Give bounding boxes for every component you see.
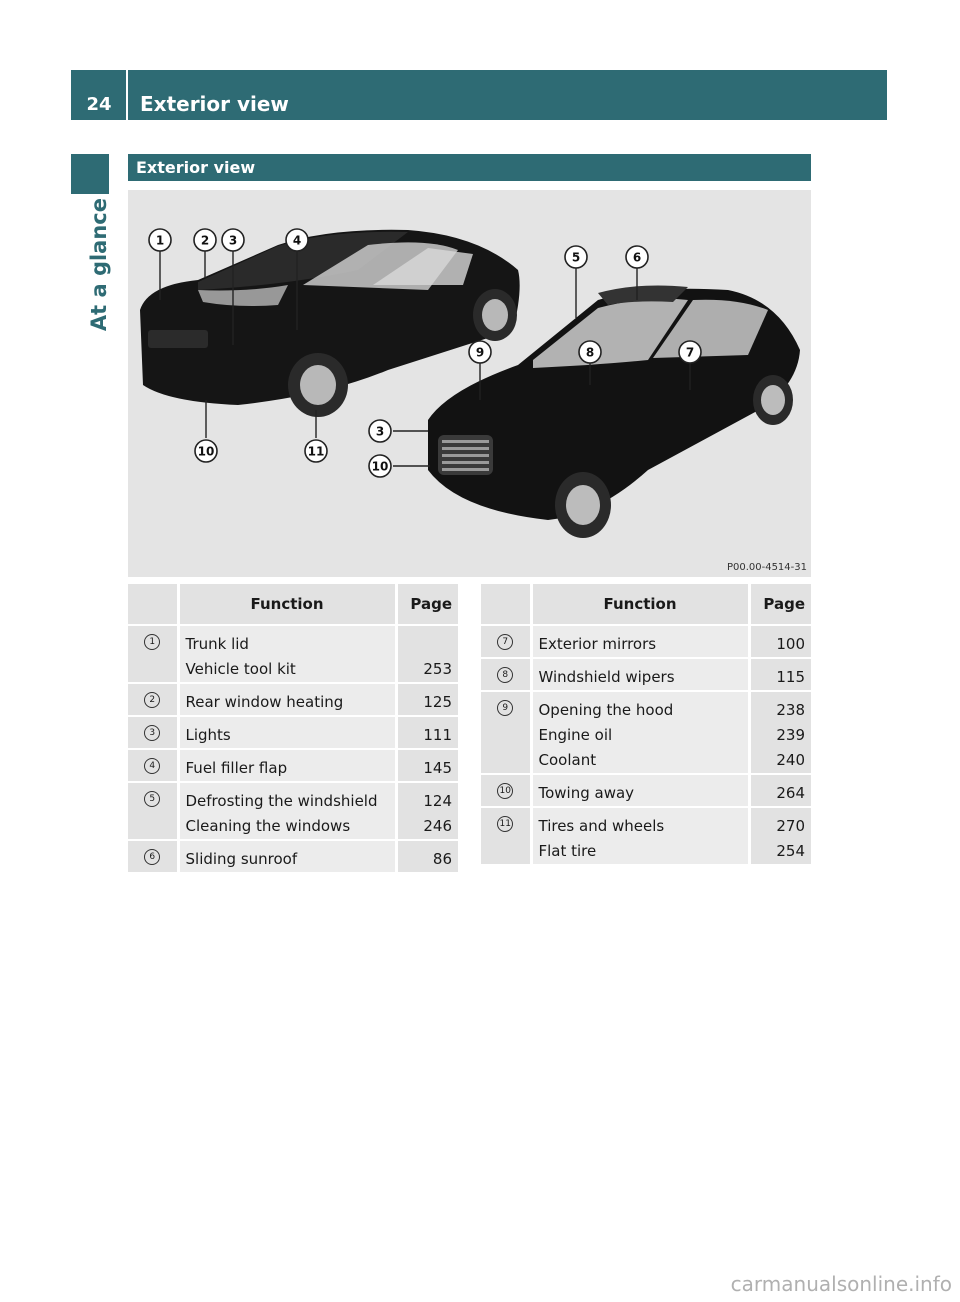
function-table-right [481,584,811,866]
page-reference: 246 [423,817,452,835]
function-label: Windshield wipers [538,668,675,686]
table-row [128,782,458,840]
table-row [481,774,811,807]
header-page: Page [749,584,811,625]
callout-marker [194,229,216,251]
page-reference: 254 [776,842,805,860]
function-label: Exterior mirrors [538,635,657,653]
callout-number-icon: 7 [497,634,513,650]
page-reference: 264 [776,784,805,802]
page-cell [396,749,458,782]
callout-label: 5 [571,250,581,265]
row-number [128,625,178,683]
page-cell [749,625,811,658]
callout-number-icon: 9 [497,700,513,716]
row-number [481,807,531,865]
side-tab-label: At a glance [87,198,111,332]
page-cell [749,658,811,691]
callout-label: 8 [585,345,595,360]
callout-label: 1 [155,233,165,248]
page-cell [749,807,811,865]
function-cell [178,749,396,782]
page-reference: 253 [423,660,452,678]
table-row [481,625,811,658]
row-number [128,716,178,749]
callout-label: 3 [375,424,385,439]
function-label: Cleaning the windows [185,817,351,835]
function-label: Engine oil [538,726,613,744]
callout-label: 6 [632,250,642,265]
callout-marker [579,341,601,363]
function-table-left [128,584,458,874]
function-label: Rear window heating [185,693,344,711]
header-divider [126,70,128,120]
page-reference: 270 [776,817,805,835]
callout-number-icon: 11 [497,816,513,832]
function-label: Coolant [538,751,597,769]
function-label: Opening the hood [538,701,674,719]
callout-label: 10 [197,444,215,459]
callout-marker [286,229,308,251]
table-header-row [481,584,811,625]
table-row [128,716,458,749]
page-reference [404,632,453,657]
callout-marker [369,420,391,442]
table-row [128,683,458,716]
table-row [128,749,458,782]
function-cell [531,625,749,658]
row-number [481,658,531,691]
callout-label: 4 [292,233,302,248]
function-label: Defrosting the windshield [185,792,378,810]
callout-label: 7 [685,345,695,360]
function-cell [178,840,396,873]
table-row [128,625,458,683]
callout-label: 9 [475,345,485,360]
header-title: Exterior view [140,92,289,116]
row-number [481,691,531,774]
callout-marker [565,246,587,268]
callout-marker [149,229,171,251]
table-row [481,691,811,774]
callout-number-icon: 3 [144,725,160,741]
page-reference: 145 [423,759,452,777]
callout-marker [679,341,701,363]
callout-number-icon: 6 [144,849,160,865]
callout-label: 2 [200,233,210,248]
table-header-row [128,584,458,625]
page-reference: 239 [776,726,805,744]
section-title: Exterior view [136,158,256,177]
watermark: carmanualsonline.info [730,1272,952,1296]
row-number [481,774,531,807]
page-cell [396,716,458,749]
callout-label: 3 [228,233,238,248]
callout-number-icon: 4 [144,758,160,774]
row-number [128,840,178,873]
exterior-view-figure [128,190,811,577]
function-cell [531,774,749,807]
function-cell [531,807,749,865]
page-cell [396,625,458,683]
callout-marker [469,341,491,363]
function-label: Tires and wheels [538,817,665,835]
function-cell [178,716,396,749]
row-number [128,683,178,716]
callout-number-icon: 1 [144,634,160,650]
header-number [481,584,531,625]
function-label: Vehicle tool kit [185,660,296,678]
function-label: Trunk lid [185,635,249,653]
callout-marker [195,440,217,462]
page-reference: 238 [776,701,805,719]
callout-number-icon: 2 [144,692,160,708]
row-number [128,749,178,782]
callout-label: 11 [307,444,325,459]
page-reference: 111 [423,726,452,744]
page-reference: 86 [432,850,452,868]
callout-marker [222,229,244,251]
header-page: Page [396,584,458,625]
function-label: Flat tire [538,842,597,860]
function-label: Fuel filler flap [185,759,288,777]
table-row [481,658,811,691]
row-number [128,782,178,840]
page-reference: 115 [776,668,805,686]
page-number: 24 [86,94,112,115]
page-reference: 124 [423,792,452,810]
page-cell [749,774,811,807]
table-row [481,807,811,865]
header-function: Function [178,584,396,625]
page-reference: 125 [423,693,452,711]
function-cell [531,691,749,774]
row-number [481,625,531,658]
page-reference: 240 [776,751,805,769]
table-row [128,840,458,873]
page-cell [396,840,458,873]
callout-label: 10 [371,459,389,474]
callout-number-icon: 8 [497,667,513,683]
function-cell [178,782,396,840]
callout-number-icon: 10 [497,783,513,799]
function-label: Lights [185,726,231,744]
car-illustration [128,190,811,577]
function-cell [178,625,396,683]
function-label: Towing away [538,784,635,802]
page-cell [396,683,458,716]
callout-marker [626,246,648,268]
page-cell [749,691,811,774]
header-number [128,584,178,625]
callout-marker [369,455,391,477]
function-cell [531,658,749,691]
function-cell [178,683,396,716]
rear-car [140,230,520,417]
page-cell [396,782,458,840]
header-function: Function [531,584,749,625]
side-marker [71,154,109,194]
side-tab [82,198,116,348]
figure-code: P00.00-4514-31 [726,562,807,573]
function-label: Sliding sunroof [185,850,298,868]
page-reference: 100 [776,635,805,653]
callout-number-icon: 5 [144,791,160,807]
callout-marker [305,440,327,462]
